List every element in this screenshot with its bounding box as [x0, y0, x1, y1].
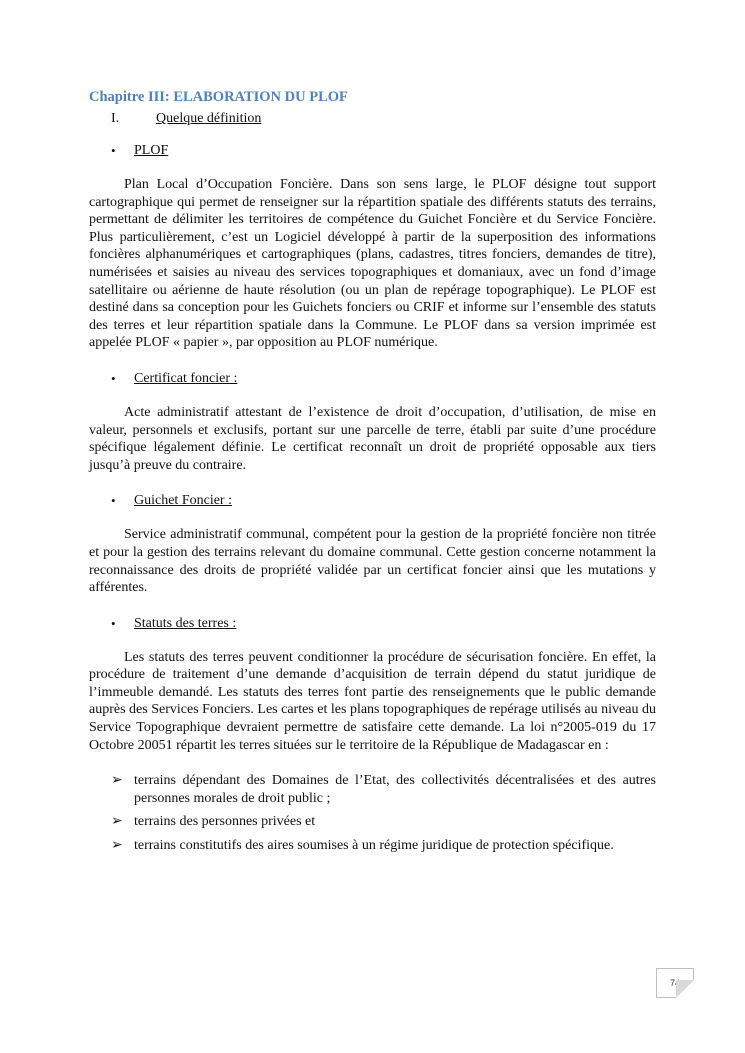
definition-term: PLOF [134, 143, 169, 158]
definition-term: Statuts des terres : [134, 615, 237, 631]
definition-heading-statuts [89, 615, 656, 633]
bullet-icon: • [111, 370, 116, 386]
definition-text-plof: Plan Local d’Occupation Foncière. Dans son sens large, le PLOF désigne tout support cartographique qui permet de renseigner sur la répartition spatiale des différents statuts des terrains, permettant de délimiter les territoires de compétence du Guichet Foncière et du Service Foncière. Plus particulièrement, c’est un Logiciel développé à partir de la superposition des informations foncières alphanumériques et cartographiques (plans, cadastres, titres fonciers, demandes de titre), numérisées et saisies au niveau des services topographiques et domaniaux, avec un fond d’image satellitaire ou aérienne de haute résolution (ou un plan de repérage topographique). Le PLOF est destiné dans sa conception pour les Guichets fonciers ou CRIF et informe sur l’ensemble des statuts des terres et leur répartition spatiale dans la Commune. Le PLOF dans sa version imprimée est appelée PLOF « papier », par opposition au PLOF numérique. [89, 177, 656, 351]
list-item-text: terrains constitutifs des aires soumises à un régime juridique de protection spécifique. [134, 838, 614, 854]
bullet-icon: • [111, 493, 116, 509]
list-item [89, 772, 656, 807]
page-number-box [656, 968, 694, 998]
definition-heading-plof [89, 142, 656, 160]
list-item [89, 837, 656, 855]
definition-heading-certificat [89, 370, 656, 388]
definition-term: Guichet Foncier : [134, 493, 232, 509]
section-number: I. [111, 111, 120, 126]
definition-heading-guichet [89, 492, 656, 510]
section-heading [89, 110, 656, 128]
chapter-title: Chapitre III: ELABORATION DU PLOF [89, 89, 348, 105]
definition-text-statuts: Les statuts des terres peuvent conditionner la procédure de sécurisation foncière. En effet, la procédure de traitement d’une demande d’acquisition de terrain dépend du statut juridique de l’immeuble demandé. Les statuts des terres font partie des renseignements que le public demande auprès des Services Fonciers. Les cartes et les plans topographiques de repérage utilisés au niveau du Service Topographique devraient permettre de satisfaire cette demande. La loi n°2005-019 du 17 Octobre 20051 répartit les terres situées sur le territoire de la République de Madagascar en : [89, 649, 656, 753]
arrow-bullet-icon: ➢ [111, 838, 123, 854]
bullet-icon: • [111, 143, 116, 158]
definition-text-guichet: Service administratif communal, compétent pour la gestion de la propriété foncière non titrée et pour la gestion des terrains relevant du domaine communal. Cette gestion concerne notamment la reconnaissance des droits de propriété validée par un certificat foncier ainsi que les mutations y afférentes. [89, 527, 656, 596]
list-item-text: terrains dépendant des Domaines de l’Etat, des collectivités décentralisées et des autres personnes morales de droit public ; [134, 773, 656, 806]
page-number: 74 [669, 978, 680, 988]
page-fold-icon [676, 980, 694, 998]
bullet-icon: • [111, 615, 116, 631]
list-item-text: terrains des personnes privées et [134, 814, 316, 830]
definition-term: Certificat foncier : [134, 370, 238, 386]
land-category-list [89, 772, 656, 854]
definition-text-certificat: Acte administratif attestant de l’existence de droit d’occupation, d’utilisation, de mise en valeur, personnels et exclusifs, portant sur une parcelle de terre, établi par suite d’une procédure spécifique légalement définie. Le certificat reconnaît un droit de propriété opposable aux tiers jusqu’à preuve du contraire. [89, 404, 656, 473]
list-item [89, 813, 656, 831]
arrow-bullet-icon: ➢ [111, 773, 123, 789]
arrow-bullet-icon: ➢ [111, 814, 123, 830]
document-page [89, 88, 656, 861]
section-title: Quelque définition [156, 111, 262, 126]
